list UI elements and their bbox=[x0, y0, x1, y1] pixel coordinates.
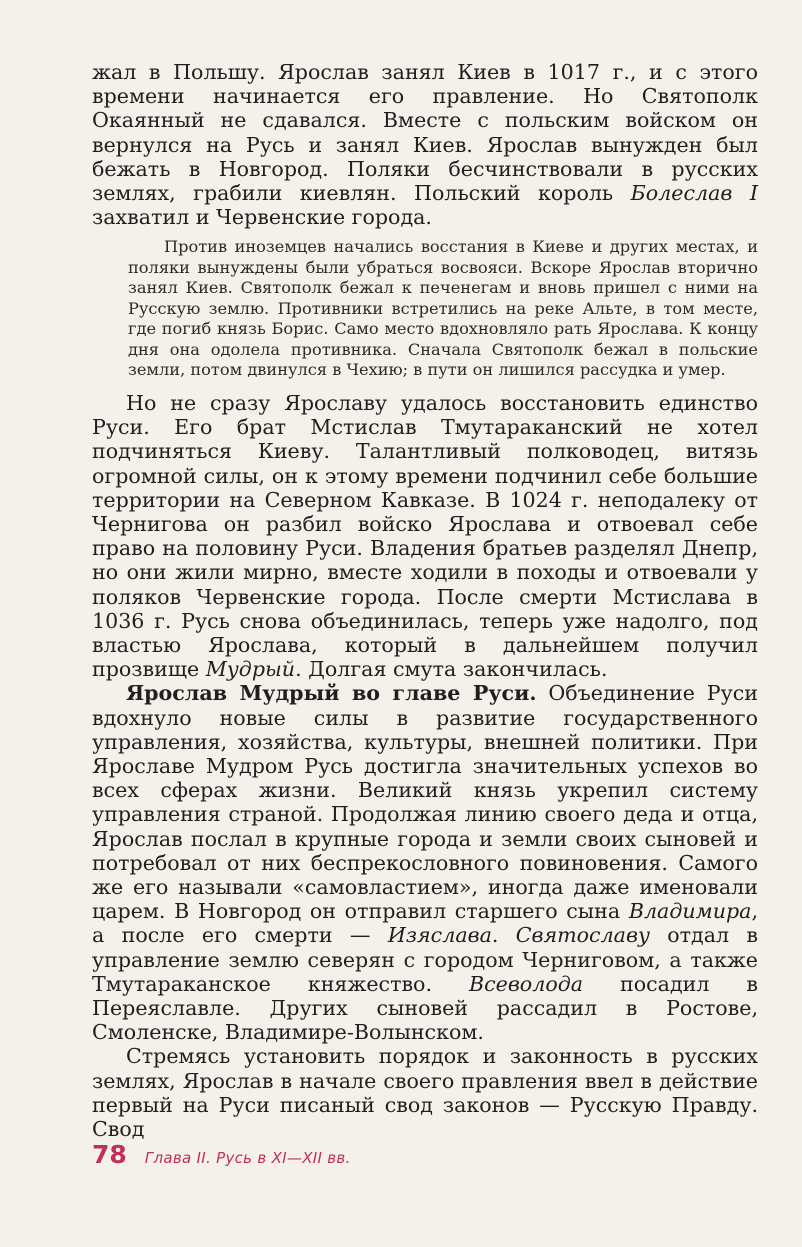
section-heading: Ярослав Мудрый во главе Руси. bbox=[126, 681, 537, 706]
paragraph-3: Ярослав Мудрый во главе Руси. Объединение Руси вдохнуло новые силы в развитие государственного управления, хозяйства, культуры, внешней политики. При Ярославе Мудром Русь достигла значительных успехов во всех сферах жизни. Великий князь укрепил систему управления страной. Продолжая линию своего деда и отца, Ярослав послал в крупные города и земли своих сыновей и потребовал от них беспрекословного повиновения. Самого же его называли «самовластием», иногда даже именовали царем. В Новгород он отправил старшего сына Владимира, а после его смерти — Изяслава. Святославу отдал в управление землю северян с городом Черниговом, а также Тмутараканское княжество. Всеволода посадил в Переяславле. Других сыновей рассадил в Ростове, Смоленске, Владимире-Волынском. bbox=[92, 681, 758, 1045]
name-boleslav: Болеслав I bbox=[630, 181, 758, 206]
paragraph-2: Но не сразу Ярославу удалось восстановить единство Руси. Его брат Мстислав Тмутараканский не хотел подчиняться Киеву. Талантливый полководец, витязь огромной силы, он к этому времени подчинил себе большие территории на Северном Кавказе. В 1024 г. неподалеку от Чернигова он разбил войско Ярослава и отвоевал себе право на половину Руси. Владения братьев разделял Днепр, но они жили мирно, вместе ходили в походы и отвоевали у поляков Червенские города. После смерти Мстислава в 1036 г. Русь снова объединилась, теперь уже надолго, под властью Ярослава, который в дальнейшем получил прозвище Мудрый. Долгая смута закончилась. bbox=[92, 390, 758, 682]
page-footer bbox=[92, 1140, 351, 1169]
small-print-paragraph: Против иноземцев начались восстания в Киеве и других местах, и поляки вынуждены были убраться восвояси. Вскоре Ярослав вторично занял Киев. Святополк бежал к печенегам и вновь пришел с ними на Русскую землю. Противники встретились на реке Альте, в том месте, где погиб князь Борис. Само место вдохновляло рать Ярослава. К концу дня она одолела противника. Сначала Святополк бежал в польские земли, потом двинулся в Чехию; в пути он лишился рассудка и умер. bbox=[128, 237, 758, 380]
name-svyatoslav: Святославу bbox=[515, 923, 650, 948]
chapter-title: Глава II. Русь в XI—XII вв. bbox=[144, 1149, 351, 1167]
nickname-mudry: Мудрый bbox=[205, 657, 296, 682]
page-number: 78 bbox=[92, 1140, 127, 1169]
name-vsevolod: Всеволода bbox=[468, 971, 584, 996]
text-column bbox=[92, 60, 758, 1141]
paragraph-1: жал в Польшу. Ярослав занял Киев в 1017 г., и с этого времени начинается его правление. Но Святополк Окаянный не сдавался. Вместе с польским войском он вернулся на Русь и занял Киев. Ярослав вынужден был бежать в Новгород. Поляки бесчинствовали в русских землях, грабили киевлян. Польский король Болеслав I захватил и Червенские города. bbox=[92, 60, 758, 230]
paragraph-4: Стремясь установить порядок и законность в русских землях, Ярослав в начале своего правления ввел в действие первый на Руси писаный свод законов — Русскую Правду. Свод bbox=[92, 1044, 758, 1142]
name-vladimir: Владимира bbox=[628, 899, 752, 924]
name-izyaslav: Изяслава bbox=[387, 923, 492, 948]
